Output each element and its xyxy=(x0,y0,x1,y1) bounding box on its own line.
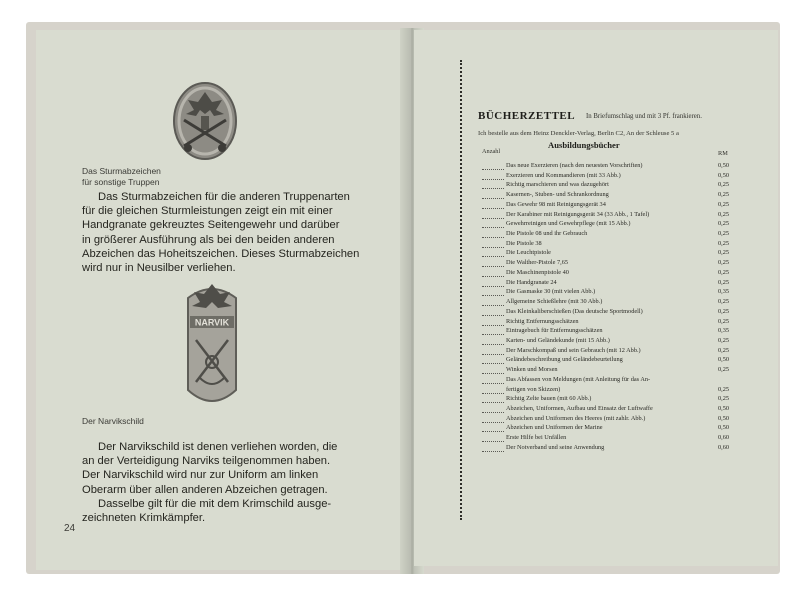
book-price: 0,25 xyxy=(718,336,730,344)
quantity-blank[interactable] xyxy=(482,229,504,238)
perforation-line xyxy=(460,60,462,520)
list-item xyxy=(482,423,740,433)
list-item xyxy=(482,317,740,327)
book-title: Die Pistole 38 xyxy=(506,239,542,247)
list-item xyxy=(482,355,740,365)
list-item xyxy=(482,278,740,288)
book-title: Richtig marschieren und was dazugehört xyxy=(506,181,609,189)
badge1-description: Das Sturmabzeichen für die anderen Truppenarten für die gleichen Sturmleistungen zeigt ein mit einer Handgranate gekreuztes Seitengewehr und darüber in größerer Ausführung als bei den beiden anderen Abzeichen das Hoheitszeichen. Dieses Sturmabzeichen wird nur in Neusilber verliehen. xyxy=(82,191,360,275)
quantity-blank[interactable] xyxy=(482,239,504,248)
book-title: Erste Hilfe bei Unfällen xyxy=(506,434,567,442)
quantity-blank[interactable] xyxy=(482,365,504,374)
quantity-blank[interactable] xyxy=(482,268,504,277)
book-price: 0,35 xyxy=(718,327,730,335)
book-title: Das Abfassen von Meldungen (mit Anleitung für das An- xyxy=(506,375,651,383)
list-item xyxy=(482,268,740,278)
list-item xyxy=(482,443,740,453)
assault-badge-image xyxy=(170,80,240,167)
quantity-blank[interactable] xyxy=(482,443,504,452)
list-item xyxy=(482,414,740,424)
list-item xyxy=(482,219,740,229)
quantity-blank[interactable] xyxy=(482,180,504,189)
book-price: 0,25 xyxy=(718,249,730,257)
quantity-blank[interactable] xyxy=(482,200,504,209)
list-item xyxy=(482,385,740,395)
list-item xyxy=(482,161,740,171)
quantity-blank[interactable] xyxy=(482,297,504,306)
book-title: Die Gasmaske 30 (mit vielen Abb.) xyxy=(506,288,596,296)
list-item xyxy=(482,171,740,181)
quantity-blank[interactable] xyxy=(482,423,504,432)
book-title: Der Karabiner mit Reinigungsgerät 34 (33 Abb., 1 Tafel) xyxy=(506,210,650,218)
book-title: Exerzieren und Kommandieren (mit 33 Abb.) xyxy=(506,171,621,179)
book-price: 0,50 xyxy=(718,356,730,364)
quantity-blank[interactable] xyxy=(482,394,504,403)
book-title: Das neue Exerzieren (nach den neuesten Vorschriften) xyxy=(506,162,643,169)
list-item xyxy=(482,404,740,414)
book-price: 0,25 xyxy=(718,259,730,267)
book-title: Abzeichen und Uniformen des Heeres (mit zahlr. Abb.) xyxy=(506,414,646,422)
book-list xyxy=(482,161,740,453)
quantity-blank[interactable] xyxy=(482,287,504,296)
order-form-title: BÜCHERZETTEL xyxy=(478,110,576,122)
narvik-label: NARVIK xyxy=(194,317,230,328)
narvik-shield-image xyxy=(182,278,242,415)
book-title: Die Maschinenpistole 40 xyxy=(506,268,569,276)
book-price: 0,25 xyxy=(718,395,730,403)
book-price: 0,25 xyxy=(718,230,730,238)
book-price: 0,60 xyxy=(718,434,730,442)
book-price: 0,25 xyxy=(718,181,730,189)
book-title: Der Notverband und seine Anwendung xyxy=(506,443,605,451)
book-title: Die Walther-Pistole 7,65 xyxy=(506,259,569,267)
book-price: 0,50 xyxy=(718,414,730,422)
quantity-blank[interactable] xyxy=(482,258,504,267)
list-item xyxy=(482,326,740,336)
book-title: Abzeichen, Uniformen, Aufbau und Einsatz der Luftwaffe xyxy=(506,404,653,412)
book-price: 0,25 xyxy=(718,317,730,325)
book-price: 0,25 xyxy=(718,385,730,393)
list-item xyxy=(482,210,740,220)
badge1-caption: Das Sturmabzeichen für sonstige Truppen xyxy=(82,166,161,187)
quantity-header: Anzahl xyxy=(482,148,501,155)
quantity-blank[interactable] xyxy=(482,346,504,355)
book-price: 0,25 xyxy=(718,210,730,218)
book-price: 0,50 xyxy=(718,171,730,179)
book-price: 0,25 xyxy=(718,366,730,374)
quantity-blank[interactable] xyxy=(482,414,504,423)
book-title: Winken und Morsen xyxy=(506,366,558,374)
page-number: 24 xyxy=(64,523,76,534)
list-item xyxy=(482,190,740,200)
book-title: fertigen von Skizzen) xyxy=(506,385,561,393)
book-price: 0,25 xyxy=(718,268,730,276)
book-price: 0,50 xyxy=(718,404,730,412)
quantity-blank[interactable] xyxy=(482,404,504,413)
list-item xyxy=(482,229,740,239)
book-title: Die Handgranate 24 xyxy=(506,278,557,286)
list-item xyxy=(482,336,740,346)
book-title: Die Pistole 08 und ihr Gebrauch xyxy=(506,230,588,238)
list-item xyxy=(482,248,740,258)
book-price: 0,50 xyxy=(718,162,730,169)
book-price: 0,35 xyxy=(718,288,730,296)
list-item xyxy=(482,394,740,404)
postage-note: In Briefumschlag und mit 3 Pf. frankieren. xyxy=(586,113,702,120)
book-title: Abzeichen und Uniformen der Marine xyxy=(506,424,603,432)
quantity-blank[interactable] xyxy=(482,278,504,287)
quantity-blank[interactable] xyxy=(482,385,504,394)
list-item xyxy=(482,200,740,210)
book-title: Die Leuchtpistole xyxy=(506,249,551,257)
quantity-blank[interactable] xyxy=(482,219,504,228)
book-price: 0,25 xyxy=(718,298,730,306)
book-title: Kasernen-, Stuben- und Schrankordnung xyxy=(506,191,609,199)
currency-header: RM xyxy=(718,150,728,157)
book-price: 0,25 xyxy=(718,278,730,286)
list-item xyxy=(482,375,740,385)
book-title: Karten- und Geländekunde (mit 15 Abb.) xyxy=(506,336,610,344)
order-line: Ich bestelle aus dem Heinz Denckler-Verlag, Berlin C2, An der Schleuse 5 a xyxy=(478,130,679,137)
quantity-blank[interactable] xyxy=(482,161,504,170)
book-price: 0,25 xyxy=(718,239,730,247)
quantity-blank[interactable] xyxy=(482,326,504,335)
book-title: Eintragebuch für Entfernungsschätzen xyxy=(506,327,603,335)
list-item xyxy=(482,297,740,307)
quantity-blank[interactable] xyxy=(482,433,504,442)
list-item xyxy=(482,239,740,249)
list-item xyxy=(482,180,740,190)
book-title: Allgemeine Schießlehre (mit 30 Abb.) xyxy=(506,298,603,306)
list-item xyxy=(482,287,740,297)
list-item xyxy=(482,258,740,268)
quantity-blank[interactable] xyxy=(482,375,504,384)
book-title: Richtig Entfernungsschätzen xyxy=(506,317,579,325)
list-item xyxy=(482,346,740,356)
section-title: Ausbildungsbücher xyxy=(548,140,620,150)
book-title: Das Gewehr 98 mit Reinigungsgerät 34 xyxy=(506,200,606,208)
book-price: 0,25 xyxy=(718,220,730,228)
book-price: 0,25 xyxy=(718,191,730,199)
quantity-blank[interactable] xyxy=(482,248,504,257)
book-price: 0,25 xyxy=(718,200,730,208)
book-price: 0,25 xyxy=(718,307,730,315)
quantity-blank[interactable] xyxy=(482,307,504,316)
book-title: Der Marschkompaß und sein Gebrauch (mit 12 Abb.) xyxy=(506,346,641,354)
list-item xyxy=(482,433,740,443)
narvik-description: Der Narvikschild ist denen verliehen worden, die an der Verteidigung Narviks teilgenommen haben. Der Narvikschild wird nur zur Uniform am linken Oberarm über allen anderen Abzeichen getragen. Dasselbe gilt für die mit dem Krimschild ausge- zeichneten Krimkämpfer. xyxy=(82,441,338,525)
book-price: 0,50 xyxy=(718,424,730,432)
quantity-blank[interactable] xyxy=(482,317,504,326)
book-price: 0,60 xyxy=(718,443,730,451)
quantity-blank[interactable] xyxy=(482,210,504,219)
book-price: 0,25 xyxy=(718,346,730,354)
book-title: Geländebeschreibung und Geländebeurteilung xyxy=(506,356,623,364)
quantity-blank[interactable] xyxy=(482,355,504,364)
list-item xyxy=(482,307,740,317)
narvik-caption: Der Narvikschild xyxy=(82,416,144,426)
quantity-blank[interactable] xyxy=(482,190,504,199)
quantity-blank[interactable] xyxy=(482,336,504,345)
list-item xyxy=(482,365,740,375)
book-title: Gewehrreinigen und Gewehrpflege (mit 15 Abb.) xyxy=(506,220,631,228)
quantity-blank[interactable] xyxy=(482,171,504,180)
book-title: Richtig Zelte bauen (mit 60 Abb.) xyxy=(506,395,592,403)
book-title: Das Kleinkaliberschießen (Das deutsche Sportmodell) xyxy=(506,307,643,315)
